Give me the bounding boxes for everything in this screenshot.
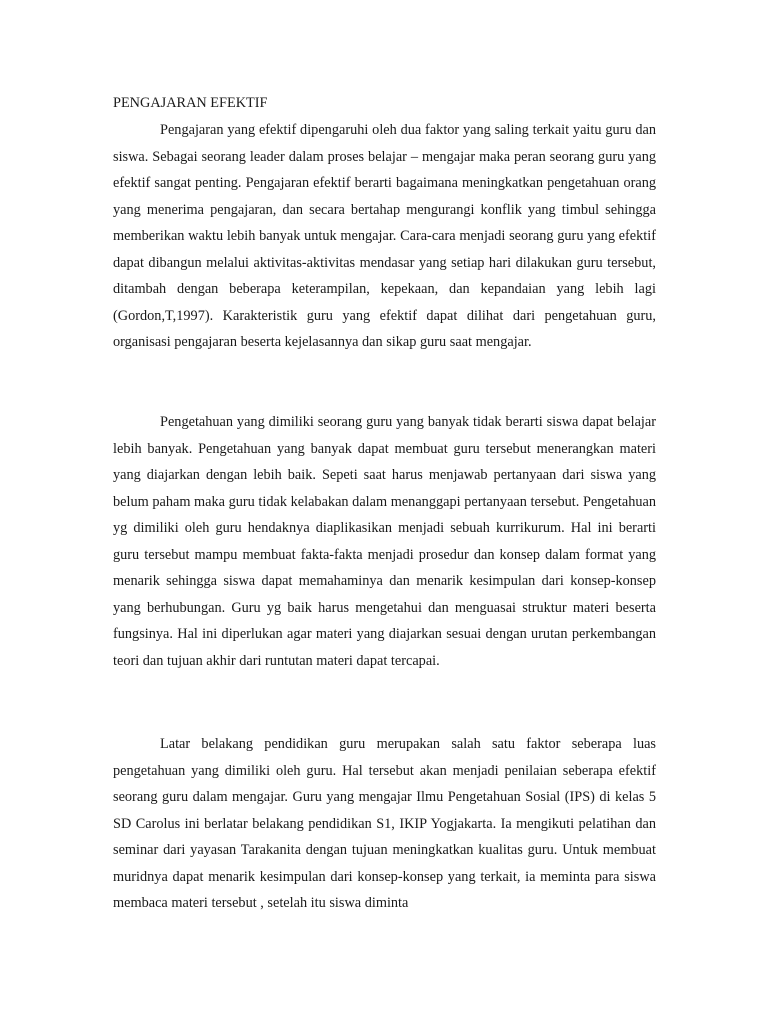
document-title: PENGAJARAN EFEKTIF xyxy=(113,95,268,111)
paragraph-1: Pengajaran yang efektif dipengaruhi oleh dua faktor yang saling terkait yaitu guru dan siswa. Sebagai seorang leader dalam proses belajar – mengajar maka peran seorang guru yang efektif sangat penting. Pengajaran efektif berarti bagaimana meningkatkan pengetahuan orang yang menerima pengajaran, dan secara bertahap mengurangi konflik yang timbul sehingga memberikan waktu lebih banyak untuk mengajar. Cara-cara menjadi seorang guru yang efektif dapat dibangun melalui aktivitas-aktivitas mendasar yang setiap hari dilakukan guru tersebut, ditambah dengan beberapa keterampilan, kepekaan, dan kepandaian yang lebih lagi (Gordon,T,1997). Karakteristik guru yang efektif dapat dilihat dari pengetahuan guru, organisasi pengajaran beserta kejelasannya dan sikap guru saat mengajar. xyxy=(113,122,656,350)
paragraph-2: Pengetahuan yang dimiliki seorang guru yang banyak tidak berarti siswa dapat belajar lebih banyak. Pengetahuan yang banyak dapat membuat guru tersebut menerangkan materi yang diajarkan dengan lebih baik. Sepeti saat harus menjawab pertanyaan dari siswa yang belum paham maka guru tidak kelabakan dalam menanggapi pertanyaan tersebut. Pengetahuan yg dimiliki oleh guru hendaknya diaplikasikan menjadi sebuah kurrikurum. Hal ini berarti guru tersebut mampu membuat fakta-fakta menjadi prosedur dan konsep dalam format yang menarik sehingga siswa dapat memahaminya dan menarik kesimpulan dari konsep-konsep yang berhubungan. Guru yg baik harus mengetahui dan menguasai struktur materi beserta fungsinya. Hal ini diperlukan agar materi yang diajarkan sesuai dengan urutan perkembangan teori dan tujuan akhir dari runtutan materi dapat tercapai. xyxy=(113,414,656,669)
paragraph-3: Latar belakang pendidikan guru merupakan salah satu faktor seberapa luas pengetahuan yang dimiliki oleh guru. Hal tersebut akan menjadi penilaian seberapa efektif seorang guru dalam mengajar. Guru yang mengajar Ilmu Pengetahuan Sosial (IPS) di kelas 5 SD Carolus ini berlatar belakang pendidikan S1, IKIP Yogjakarta. Ia mengikuti pelatihan dan seminar dari yayasan Tarakanita dengan tujuan meningkatkan kualitas guru. Untuk membuat muridnya dapat menarik kesimpulan dari konsep-konsep yang terkait, ia meminta para siswa membaca materi tersebut , setelah itu siswa diminta xyxy=(113,736,656,911)
